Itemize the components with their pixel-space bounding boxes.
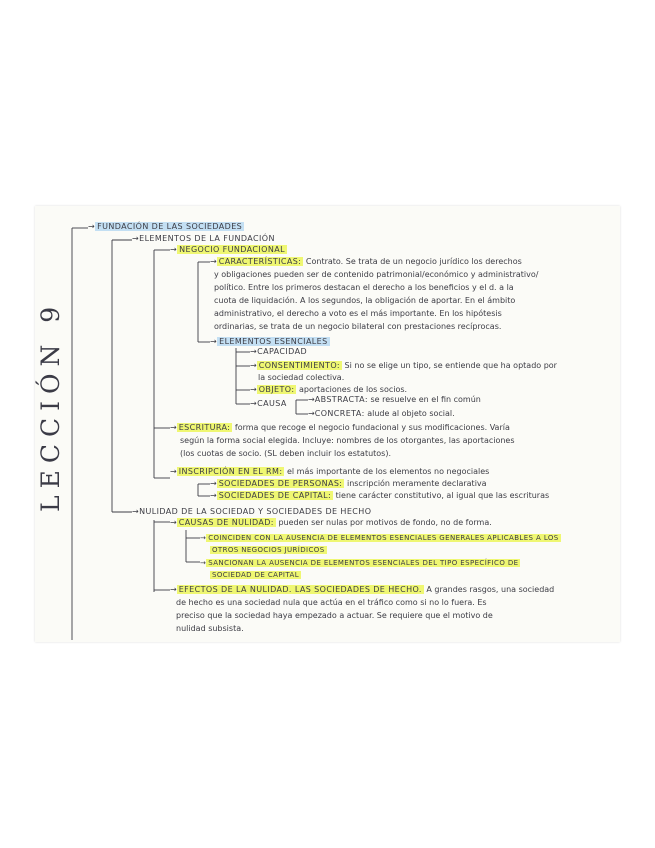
coinciden-line-1: → COINCIDEN CON LA AUSENCIA DE ELEMENTOS ESENCIALES GENERALES APLICABLES A LOS	[200, 534, 559, 542]
heading-elementos-esenciales: → ELEMENTOS ESENCIALES	[210, 337, 328, 346]
arrow-right-icon: →	[170, 518, 177, 527]
arrow-right-icon: →	[250, 399, 258, 408]
sociedades-capital: → SOCIEDADES DE CAPITAL: tiene carácter constitutivo, al igual que las escrituras	[210, 491, 550, 500]
efectos-line-3: preciso que la sociedad haya empezado a actuar. Se requiere que el motivo de	[176, 611, 493, 620]
abstracta: →ABSTRACTA: se resuelve en el fin común	[308, 395, 481, 404]
escritura-line-2: según la forma social elegida. Incluye: nombres de los otorgantes, las aportaciones	[180, 436, 515, 445]
escritura-line-3: (los cuotas de socio. (SL deben incluir los estatutos).	[180, 449, 392, 458]
arrow-right-icon: →	[170, 245, 178, 254]
arrow-right-icon: →	[210, 479, 217, 488]
arrow-right-icon: →	[308, 395, 315, 404]
arrow-right-icon: →	[200, 559, 207, 567]
heading-nulidad: →NULIDAD DE LA SOCIEDAD Y SOCIEDADES DE HECHO	[132, 507, 372, 516]
arrow-right-icon: →	[250, 385, 257, 394]
caracteristicas-line-2: y obligaciones pueden ser de contenido patrimonial/económico y administrativo/	[214, 270, 539, 279]
inscripcion: → INSCRIPCIÓN EN EL RM: el más importante de los elementos no negociales	[170, 467, 490, 476]
arrow-right-icon: →	[308, 409, 315, 418]
coinciden-line-2: OTROS NEGOCIOS JURÍDICOS	[212, 546, 325, 554]
arrow-right-icon: →	[132, 234, 140, 243]
concreta: →CONCRETA: alude al objeto social.	[308, 409, 455, 418]
efectos-line-4: nulidad subsista.	[176, 624, 244, 633]
arrow-right-icon: →	[210, 337, 218, 346]
efectos-line-1: → EFECTOS DE LA NULIDAD. LAS SOCIEDADES DE HECHO. A grandes rasgos, una sociedad	[170, 585, 555, 594]
caracteristicas-line-1: → CARACTERÍSTICAS: Contrato. Se trata de un negocio jurídico los derechos	[210, 257, 522, 266]
capacidad: →CAPACIDAD	[250, 347, 308, 356]
caracteristicas-line-5: administrativo, el derecho a voto es el más importante. En los hipótesis	[214, 309, 502, 318]
efectos-line-2: de hecho es una sociedad nula que actúa en el tráfico como si no lo fuera. Es	[176, 598, 487, 607]
sociedades-personas: → SOCIEDADES DE PERSONAS: inscripción meramente declarativa	[210, 479, 487, 488]
sancionan-line-1: → SANCIONAN LA AUSENCIA DE ELEMENTOS ESENCIALES DEL TIPO ESPECÍFICO DE	[200, 559, 519, 567]
sancionan-line-2: SOCIEDAD DE CAPITAL	[212, 571, 300, 579]
consentimiento-cont: la sociedad colectiva.	[258, 373, 345, 382]
caracteristicas-line-3: político. Entre los primeros destacan el derecho a los beneficios y el d. a la	[214, 283, 514, 292]
arrow-right-icon: →	[88, 222, 96, 231]
heading-elementos: →ELEMENTOS DE LA FUNDACIÓN	[132, 234, 275, 243]
arrow-right-icon: →	[170, 585, 177, 594]
arrow-right-icon: →	[250, 361, 257, 370]
escritura-line-1: → ESCRITURA: forma que recoge el negocio fundacional y sus modificaciones. Varía	[170, 423, 510, 432]
consentimiento: → CONSENTIMIENTO: Si no se elige un tipo, se entiende que ha optado por	[250, 361, 557, 370]
arrow-right-icon: →	[250, 347, 258, 356]
arrow-right-icon: →	[132, 507, 140, 516]
causa: →CAUSA	[250, 399, 287, 408]
caracteristicas-line-6: ordinarias, se trata de un negocio bilateral con prestaciones recíprocas.	[214, 322, 502, 331]
arrow-right-icon: →	[170, 467, 177, 476]
heading-fundacion: → FUNDACIÓN DE LAS SOCIEDADES	[88, 222, 243, 231]
arrow-right-icon: →	[200, 534, 207, 542]
caracteristicas-line-4: cuota de liquidación. A los segundos, la obligación de aportar. En el ámbito	[214, 296, 516, 305]
objeto: → OBJETO: aportaciones de los socios.	[250, 385, 408, 394]
arrow-right-icon: →	[170, 423, 177, 432]
causas-nulidad: → CAUSAS DE NULIDAD: pueden ser nulas por motivos de fondo, no de forma.	[170, 518, 492, 527]
heading-negocio: → NEGOCIO FUNDACIONAL	[170, 245, 285, 254]
lesson-title: LECCIÓN 9	[36, 299, 65, 512]
arrow-right-icon: →	[210, 491, 217, 500]
arrow-right-icon: →	[210, 257, 217, 266]
